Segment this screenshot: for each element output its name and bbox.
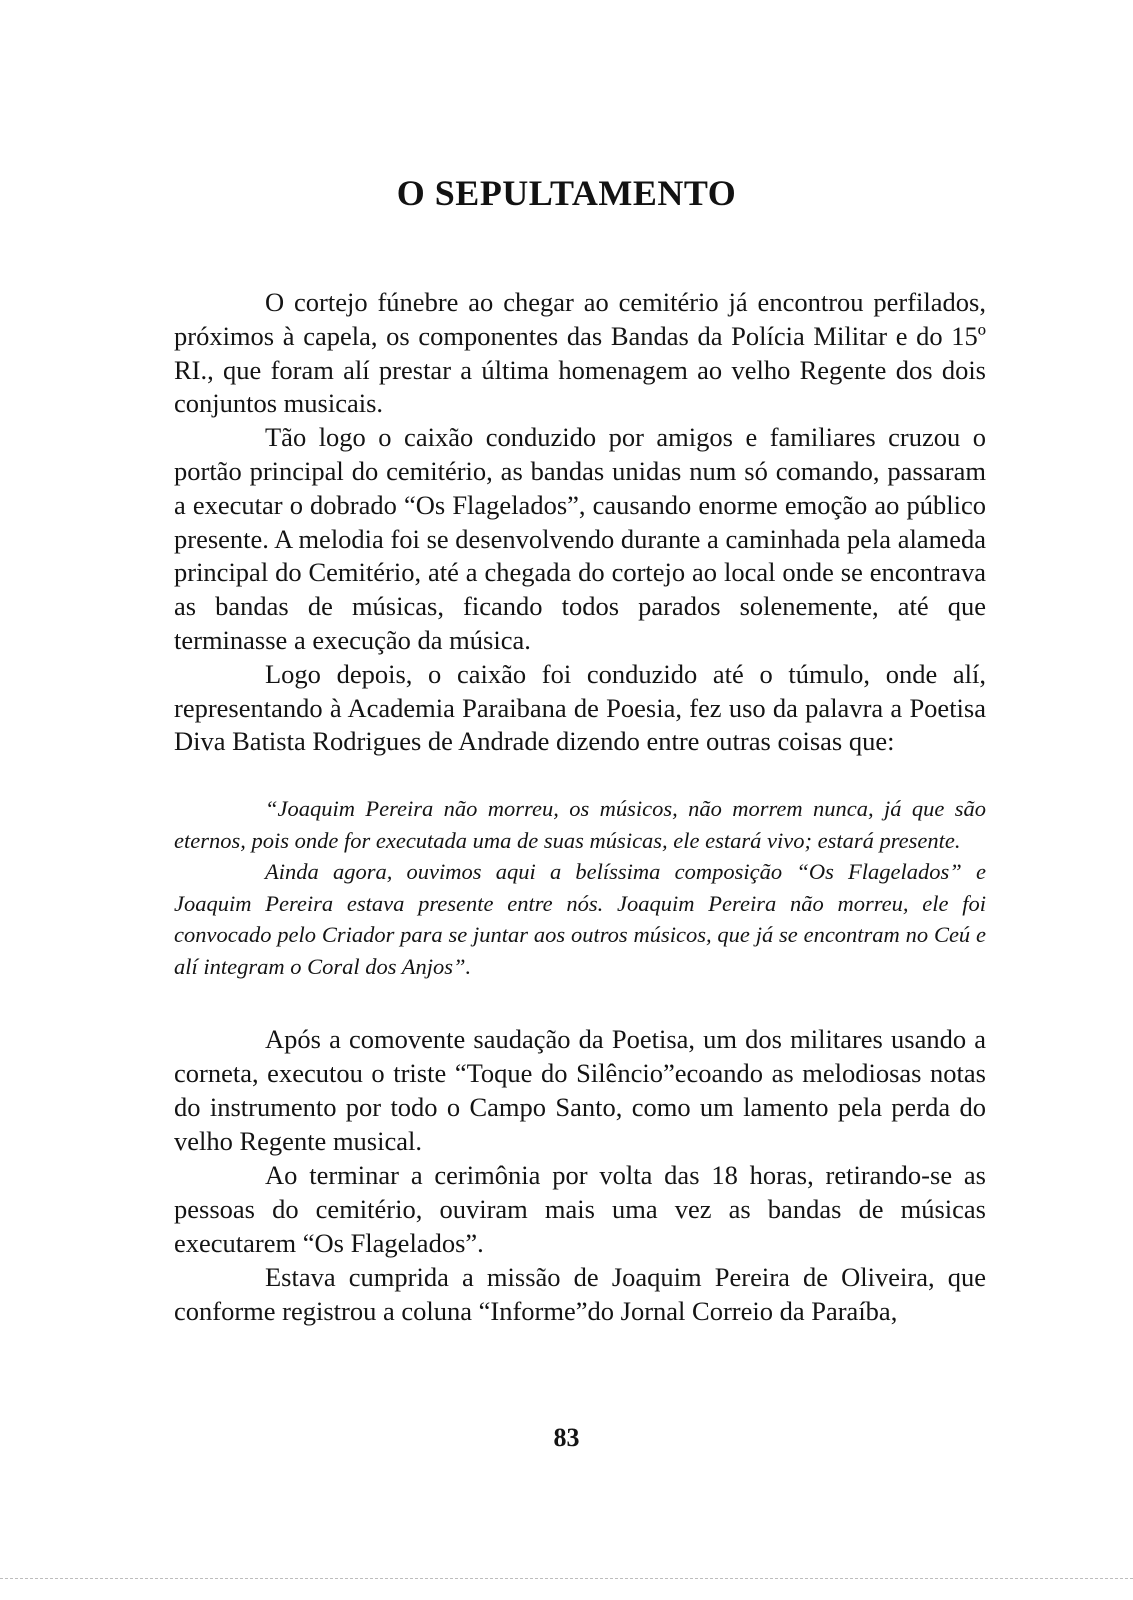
quotation-block (174, 793, 986, 982)
scan-edge-divider (0, 1578, 1133, 1582)
body-text-block-1 (174, 286, 986, 759)
quote-paragraph: “Joaquim Pereira não morreu, os músicos, não morrem nunca, já que são eternos, pois onde for executada uma de suas músicas, ele estará vivo; estará presente. (174, 796, 986, 853)
paragraph: Após a comovente saudação da Poetisa, um dos militares usando a corneta, executou o triste “Toque do Silêncio”ecoando as melodiosas notas do instrumento por todo o Campo Santo, como um lamento pela perda do velho Regente musical. (174, 1024, 986, 1156)
paragraph: Tão logo o caixão conduzido por amigos e familiares cruzou o portão principal do cemitério, as bandas unidas num só comando, passaram a executar o dobrado “Os Flagelados”, causando enorme emoção ao público presente. A melodia foi se desenvolvendo durante a caminhada pela alameda principal do Cemitério, até a chegada do cortejo ao local onde se encontrava as bandas de músicas, ficando todos parados solenemente, até que terminasse a execução da música. (174, 422, 986, 655)
quote-paragraph: Ainda agora, ouvimos aqui a belíssima composição “Os Flagelados” e Joaquim Pereira estava presente entre nós. Joaquim Pereira não morreu, ele foi convocado pelo Criador para se juntar aos outros músicos, que já se encontram no Ceú e alí integram o Coral dos Anjos”. (174, 859, 986, 979)
paragraph: Ao terminar a cerimônia por volta das 18 horas, retirando-se as pessoas do cemitério, ouviram mais uma vez as bandas de músicas executarem “Os Flagelados”. (174, 1160, 986, 1258)
paragraph: Logo depois, o caixão foi conduzido até o túmulo, onde alí, representando à Academia Paraibana de Poesia, fez uso da palavra a Poetisa Diva Batista Rodrigues de Andrade dizendo entre outras coisas que: (174, 658, 986, 757)
page-title: O SEPULTAMENTO (396, 173, 737, 213)
paragraph: O cortejo fúnebre ao chegar ao cemitério já encontrou perfilados, próximos à capela, os componentes das Bandas da Polícia Militar e do 15º RI., que foram alí prestar a última homenagem ao velho Regente dos dois conjuntos musicais. (174, 287, 986, 419)
page-number: 83 (553, 1423, 580, 1452)
body-text-block-2 (174, 1022, 986, 1328)
paragraph: Estava cumprida a missão de Joaquim Pereira de Oliveira, que conforme registrou a coluna “Informe”do Jornal Correio da Paraíba, (174, 1262, 986, 1326)
